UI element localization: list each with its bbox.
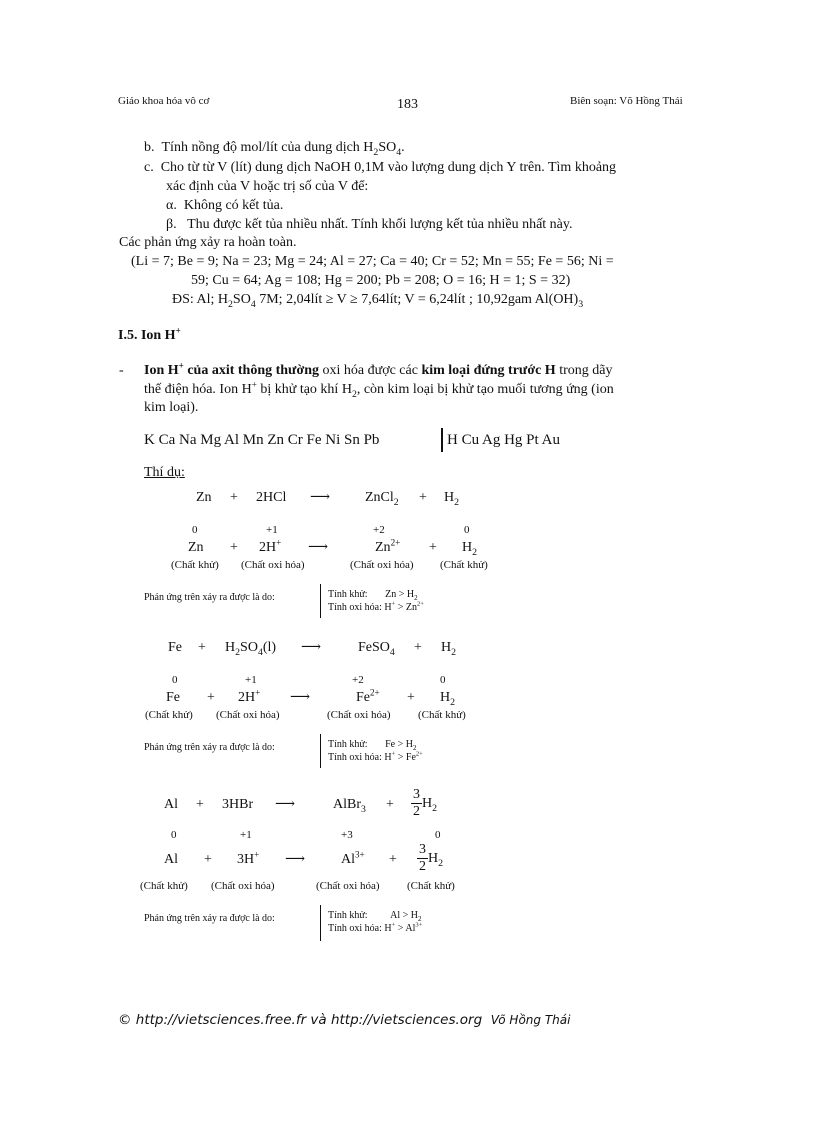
footer [118,1012,570,1028]
item-c-line1: Cho từ từ V (lít) dung dịch NaOH 0,1M vào lượng dung dịch Y trên. Tìm khoảng [160,160,617,175]
item-alpha: α. Không có kết tủa. [166,198,284,213]
fraction-3-2: $\frac{3}{2}$ [413,787,420,820]
header-left: Giáo khoa hóa vô cơ [118,95,210,107]
item-c-label: c. [144,160,154,175]
bullet-dash: - [119,363,124,378]
example-label: Thí dụ: [144,465,185,480]
page-number: 183 [397,97,418,112]
reason-3: Phản ứng trên xảy ra được là do: [144,913,275,924]
bullet-line3: kim loại). [144,400,199,415]
series-before-h: K Ca Na Mg Al Mn Zn Cr Fe Ni Sn Pb [144,432,380,448]
footer-author: Võ Hồng Thái [490,1013,571,1027]
reason-2: Phản ứng trên xảy ra được là do: [144,742,275,753]
series-divider [441,428,443,452]
item-c-line2: xác định của V hoặc trị số của V để: [166,179,369,194]
header-right: Biên soạn: Võ Hồng Thái [570,95,683,107]
atomic-masses-line1: (Li = 7; Be = 9; Na = 23; Mg = 24; Al = 27; Ca = 40; Cr = 52; Mn = 55; Fe = 56; Ni = [131,254,614,269]
bullet-line2: thế điện hóa. Ion H+ bị khử tạo khí $H_2$, còn kim loại bị khử tạo muối tương ứng (ion [144,379,614,400]
item-b: b. Tính nồng độ mol/lít của dung dịch $H_2SO_4$. [144,140,405,158]
footer-links: © http://vietsciences.free.fr và http://vietsciences.org [118,1012,483,1028]
answer: ĐS: Al; $H_2SO_4$ 7M; 2,04lít ≥ V ≥ 7,64lít; V = 6,24lít ; 10,92gam $Al(OH)_3$ [172,292,584,310]
section-title: I.5. Ion H+ [118,325,181,343]
reason-1: Phản ứng trên xảy ra được là do: [144,592,275,603]
item-beta: β. Thu được kết tủa nhiều nhất. Tính khối lượng kết tủa nhiều nhất này. [166,217,573,232]
series-after-h: H Cu Ag Hg Pt Au [447,432,560,448]
item-b-text: Tính nồng độ mol/lít của dung dịch H [161,140,374,155]
bullet-line1: Ion H+ của axit thông thường oxi hóa được các kim loại đứng trước H trong dãy [144,360,613,378]
complete-note: Các phản ứng xảy ra hoàn toàn. [119,235,297,250]
atomic-masses-line2: 59; Cu = 64; Ag = 108; Hg = 200; Pb = 208; O = 16; H = 1; S = 32) [191,273,571,288]
item-b-label: b. [144,140,155,155]
item-c [144,160,616,176]
